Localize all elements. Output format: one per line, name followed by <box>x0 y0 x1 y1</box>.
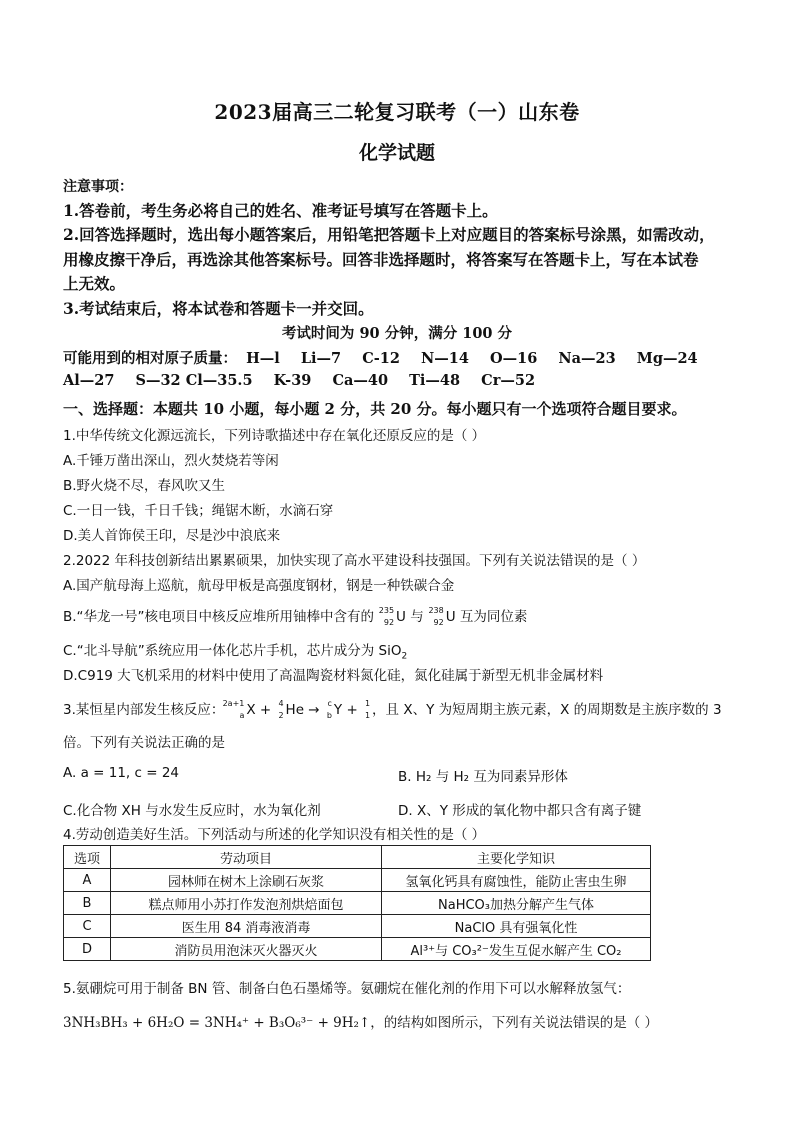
question-5-equation-line <box>63 1011 658 1031</box>
atomic-mass-item: Na—23 <box>558 350 616 367</box>
hydrolysis-equation: 3NH₃BH₃ + 6H₂O = 3NH₄⁺ + B₃O₆³⁻ + 9H₂↑ <box>63 1015 371 1031</box>
notice-line-3: 用橡皮擦干净后，再选涂其他答案标号。回答非选择题时，将答案写在答题卡上，写在本试卷 <box>63 250 699 269</box>
table-cell: 医生用 84 消毒液消毒 <box>111 915 382 938</box>
table-cell: NaHCO₃加热分解产生气体 <box>382 892 651 915</box>
question-1-option-d: D.美人首饰侯王印，尽是沙中浪底来 <box>63 528 281 544</box>
proton-nuclide: 1 1 <box>364 699 371 720</box>
question-3-option-d: D. X、Y 形成的氧化物中都只含有离子键 <box>398 803 642 819</box>
exam-subtitle: 化学试题 <box>358 142 435 164</box>
question-5-stem: 5.氨硼烷可用于制备 BN 管、制备白色石墨烯等。氨硼烷在催化剂的作用下可以水解释放氢气： <box>63 981 631 997</box>
table-row <box>64 915 651 938</box>
table-row <box>64 869 651 892</box>
question-3-stem: 3.某恒星内部发生核反应： 2a+1 a X + 4 2 He → c b Y + 1 1 ，且 X、Y 为短周期主族元素，X 的周期数是主族序数的 3 <box>63 699 722 720</box>
notice-line-4: 上无效。 <box>63 274 126 293</box>
notice-line-2: 2.回答选择题时，选出每小题答案后，用铅笔把答题卡上对应题目的答案标号涂黑，如需改动， <box>63 225 715 244</box>
atomic-mass-row-2 <box>63 372 551 389</box>
exam-time: 考试时间为 90 分钟，满分 100 分 <box>281 325 513 342</box>
atomic-mass-item: Al—27 <box>63 372 115 389</box>
atomic-mass-item: H—l <box>246 350 280 367</box>
atomic-label: 可能用到的相对原子质量： <box>63 350 237 367</box>
atomic-mass-item: Ca—40 <box>332 372 389 389</box>
atomic-mass-item: K-39 <box>273 372 312 389</box>
atomic-mass-item: N—14 <box>421 350 469 367</box>
atomic-mass-item: C-12 <box>362 350 400 367</box>
question-4-stem: 4.劳动创造美好生活。下列活动与所述的化学知识没有相关性的是（ ） <box>63 827 486 843</box>
table-cell: 氢氧化钙具有腐蚀性，能防止害虫生卵 <box>382 869 651 892</box>
atomic-mass-item: O—16 <box>490 350 538 367</box>
table-header: 劳动项目 <box>111 846 382 869</box>
section-heading: 一、选择题：本题共 10 小题，每小题 2 分，共 20 分。每小题只有一个选项符合题目要求。 <box>63 400 687 418</box>
table-header: 主要化学知识 <box>382 846 651 869</box>
table-cell: D <box>64 938 111 961</box>
x-nuclide: 2a+1 a <box>222 699 245 720</box>
question-1-option-c: C.一日一钱，千日千钱；绳锯木断，水滴石穿 <box>63 503 334 519</box>
table-cell: B <box>64 892 111 915</box>
table-cell: C <box>64 915 111 938</box>
table-row <box>64 938 651 961</box>
question-2-option-a: A.国产航母海上巡航，航母甲板是高强度钢材，钢是一种铁碳合金 <box>63 578 455 594</box>
question-2-stem: 2.2022 年科技创新结出累累硕果，加快实现了高水平建设科技强国。下列有关说法错误的是（ ） <box>63 553 646 569</box>
table-cell: NaClO 具有强氧化性 <box>382 915 651 938</box>
question-5-stem-tail: ，的结构如图所示，下列有关说法错误的是（ ） <box>370 1015 659 1031</box>
option-b-text-3: U 互为同位素 <box>445 609 528 625</box>
table-cell: A <box>64 869 111 892</box>
table-cell: 消防员用泡沫灭火器灭火 <box>111 938 382 961</box>
table-cell: 园林师在树木上涂刷石灰浆 <box>111 869 382 892</box>
question-1-option-b: B.野火烧不尽，春风吹又生 <box>63 478 226 494</box>
notice-line-1: 1.答卷前，考生务必将自己的姓名、准考证号填写在答题卡上。 <box>63 201 498 220</box>
atomic-mass-item: Mg—24 <box>636 350 698 367</box>
notice-heading: 注意事项： <box>63 179 133 195</box>
question-3-option-c: C.化合物 XH 与水发生反应时，水为氧化剂 <box>63 803 321 819</box>
he-nuclide: 4 2 <box>278 699 284 720</box>
atomic-mass-item: S—32 Cl—35.5 <box>135 372 253 389</box>
atomic-mass-item: Ti—48 <box>409 372 461 389</box>
table-header: 选项 <box>64 846 111 869</box>
uranium-238-symbol: 238 92 <box>428 606 444 627</box>
option-b-text-1: B.“华龙一号”核电项目中核反应堆所用铀棒中含有的 <box>63 609 375 625</box>
atomic-mass-item: Cr—52 <box>481 372 536 389</box>
question-2-option-b <box>63 605 527 625</box>
question-2-option-c: C.“北斗导航”系统应用一体化芯片手机，芯片成分为 SiO$_2$ <box>63 643 408 662</box>
question-4-table <box>63 845 651 961</box>
atomic-mass-item: Li—7 <box>300 350 342 367</box>
question-1-option-a: A.千锤万凿出深山，烈火焚烧若等闲 <box>63 453 279 469</box>
question-2-option-d: D.C919 大飞机采用的材料中使用了高温陶瓷材料氮化硅，氮化硅属于新型无机非金属材料 <box>63 668 604 684</box>
notice-line-5: 3.考试结束后，将本试卷和答题卡一并交回。 <box>63 299 374 318</box>
option-b-text-2: U 与 <box>396 609 424 625</box>
table-cell: Al³⁺与 CO₃²⁻发生互促水解产生 CO₂ <box>382 938 651 961</box>
question-3-stem-line-2: 倍。下列有关说法正确的是 <box>63 735 225 751</box>
table-row <box>64 892 651 915</box>
uranium-235-symbol: 235 92 <box>378 606 395 627</box>
question-3-option-b: B. H₂ 与 H₂ 互为同素异形体 <box>398 769 568 785</box>
question-3-option-a: A. a = 11, c = 24 <box>63 765 180 781</box>
exam-title: 2023届高三二轮复习联考（一）山东卷 <box>214 100 580 124</box>
atomic-mass-row-1 <box>63 347 714 368</box>
question-1-stem: 1.中华传统文化源远流长，下列诗歌描述中存在氧化还原反应的是（ ） <box>63 428 486 444</box>
y-nuclide: c b <box>326 699 332 720</box>
table-cell: 糕点师用小苏打作发泡剂烘焙面包 <box>111 892 382 915</box>
table-header-row <box>64 846 651 869</box>
